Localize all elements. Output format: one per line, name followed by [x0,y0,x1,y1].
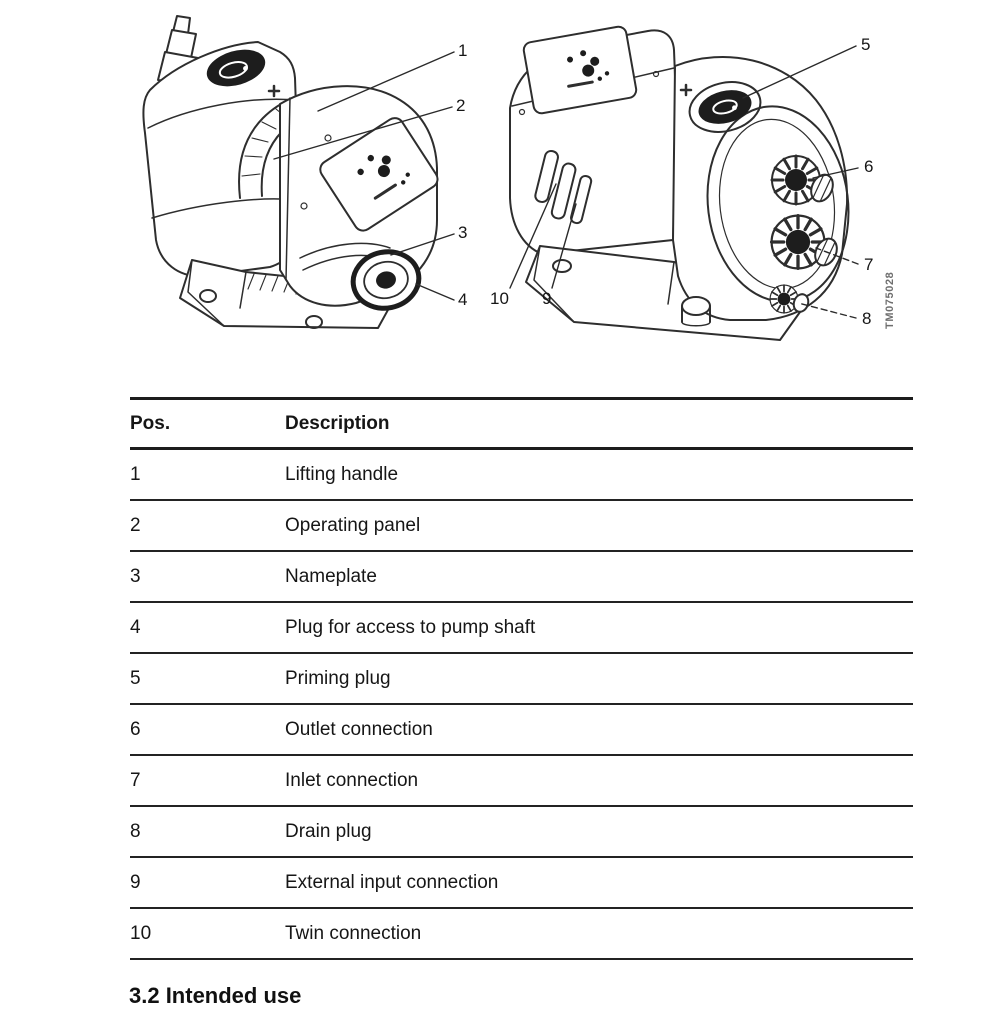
callout-2-label: 2 [456,96,466,115]
callout-8-label: 8 [862,309,872,328]
pos-header: Pos. [130,399,285,449]
table-row [130,602,913,653]
description-cell: Twin connection [285,908,913,959]
pos-cell: 4 [130,602,285,653]
callout-1-label: 1 [458,41,468,60]
table-row [130,551,913,602]
table-header-row [130,399,913,449]
table-row [130,704,913,755]
pos-cell: 9 [130,857,285,908]
description-cell: Outlet connection [285,704,913,755]
table-row [130,806,913,857]
description-header: Description [285,399,913,449]
callout-9-label: 9 [542,289,552,308]
table-row [130,500,913,551]
callout-3-label: 3 [458,223,468,242]
section-heading-partial: 3.2 Intended use [129,983,302,1008]
table-row [130,449,913,501]
description-cell: External input connection [285,857,913,908]
parts-table [130,397,913,960]
pos-cell: 1 [130,449,285,501]
description-cell: Operating panel [285,500,913,551]
callout-7-label: 7 [864,255,874,274]
callout-4-label: 4 [458,290,468,309]
description-cell: Drain plug [285,806,913,857]
pos-cell: 8 [130,806,285,857]
description-cell: Plug for access to pump shaft [285,602,913,653]
pos-cell: 7 [130,755,285,806]
tm-reference-code: TM075028 [884,271,896,329]
table-row [130,857,913,908]
callout-8-leader [798,303,856,318]
description-cell: Nameplate [285,551,913,602]
callout-4-leader [416,284,454,300]
callout-6-label: 6 [864,157,874,176]
table-row [130,908,913,959]
callout-5-label: 5 [861,35,871,54]
pump-front-left-view [128,8,478,343]
pos-cell: 5 [130,653,285,704]
description-cell: Priming plug [285,653,913,704]
table-row [130,653,913,704]
table-row [130,755,913,806]
description-cell: Inlet connection [285,755,913,806]
callout-10-label: 10 [490,289,509,308]
pump-rear-right-view [478,8,910,348]
pos-cell: 2 [130,500,285,551]
pos-cell: 6 [130,704,285,755]
pos-cell: 3 [130,551,285,602]
description-cell: Lifting handle [285,449,913,501]
product-overview-figure [0,0,1000,395]
pos-cell: 10 [130,908,285,959]
